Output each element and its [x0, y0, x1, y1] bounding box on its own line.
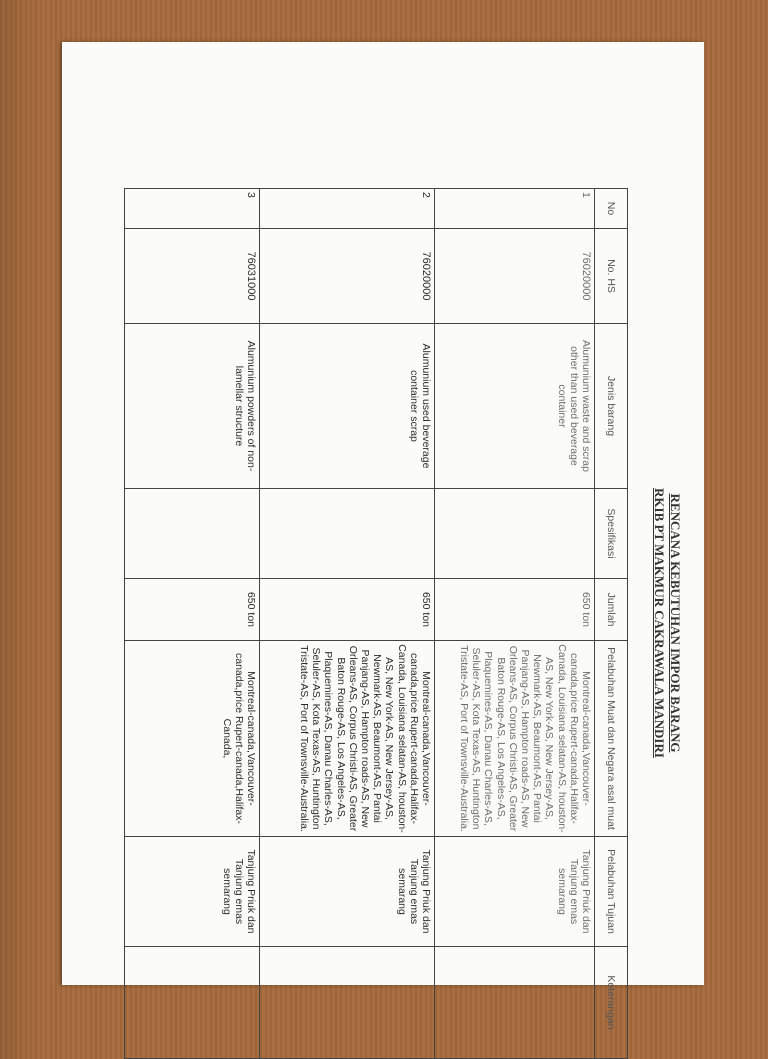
header-row [595, 189, 628, 1059]
col-header-pelabuhan-tujuan: Pelabuhan Tujuan [595, 837, 628, 947]
col-header-hs: No. HS [595, 229, 628, 324]
cell-pelabuhan-tujuan: Tanjung Priuk dan Tanjung emas semarang [435, 837, 595, 947]
col-header-jumlah: Jumlah [595, 579, 628, 641]
cell-jumlah: 650 ton [260, 579, 435, 641]
cell-no: 2 [260, 189, 435, 229]
cell-hs: 76020000 [435, 229, 595, 324]
scanned-paper [62, 42, 704, 1030]
cell-pelabuhan-tujuan: Tanjung Priuk dan Tanjung emas semarang [125, 837, 260, 947]
import-needs-table [124, 188, 628, 1059]
cell-keterangan [125, 947, 260, 1059]
col-header-spesifikasi: Spesifikasi [595, 489, 628, 579]
col-header-pelabuhan-muat: Pelabuhan Muat dan Negara asal muat [595, 641, 628, 837]
cell-no: 3 [125, 189, 260, 229]
cell-jenis: Alumunium powders of non-lamellar structure [125, 324, 260, 489]
cell-no: 1 [435, 189, 595, 229]
table-row [125, 189, 260, 1059]
col-header-jenis: Jenis barang [595, 324, 628, 489]
cell-spesifikasi [125, 489, 260, 579]
rotated-document [103, 188, 683, 1058]
table-row [260, 189, 435, 1059]
cell-hs: 76020000 [260, 229, 435, 324]
cell-pelabuhan-tujuan: Tanjung Priuk dan Tanjung emas semarang [260, 837, 435, 947]
table-row [435, 189, 595, 1059]
cell-jenis: Alumunium waste and scrap other than used beverage container [435, 324, 595, 489]
document-title [651, 188, 683, 1058]
cell-keterangan [260, 947, 435, 1059]
cell-keterangan [435, 947, 595, 1059]
title-line-2: RKIB PT MAKMUR CAKRAWALA MANDIRI [652, 488, 667, 758]
cell-jumlah: 650 ton [435, 579, 595, 641]
cell-spesifikasi [260, 489, 435, 579]
cell-hs: 76031000 [125, 229, 260, 324]
cell-pelabuhan-muat: Montreal-canada,Vancouver-canada,price Rupert-canada,Halifax-Canada, Louisiana selatan-AS, houston-AS, New York-AS, New Jersey-AS, Newmark-AS, Beaumont-AS, Pantai Panjang-AS, Hampton roads-AS, New Orleans-AS, Corpus Christi-AS, Greater Baton Rouge-AS, Los Angeles-AS, Plaquemines-AS, Danau Charles-AS, Seluler-AS, Kota Texas-AS, Huntington Tristate-AS, Port of Townsville-Australia. [435, 641, 595, 837]
col-header-no: No [595, 189, 628, 229]
cell-pelabuhan-muat: Montreal-canada,Vancouver-canada,price Rupert-canada,Halifax-Canada, [125, 641, 260, 837]
cell-pelabuhan-muat: Montreal-canada,Vancouver-canada,price Rupert-canada,Halifax-Canada, Louisiana selatan-AS, houston-AS, New York-AS, New Jersey-AS, Newmark-AS, Beaumont-AS, Pantai Panjang-AS, Hampton roads-AS, New Orleans-AS, Corpus Christi-AS, Greater Baton Rouge-AS, Los Angeles-AS, Plaquemines-AS, Danau Charles-AS, Seluler-AS, Kota Texas-AS, Huntington Tristate-AS, Port of Townsville-Australia. [260, 641, 435, 837]
cell-jenis: Alumunium used beverage container scrap [260, 324, 435, 489]
col-header-keterangan: Keterangan [595, 947, 628, 1059]
cell-jumlah: 650 ton [125, 579, 260, 641]
title-line-1: RENCANA KEBUTUHAN IMPOR BARANG [668, 493, 683, 753]
cell-spesifikasi [435, 489, 595, 579]
